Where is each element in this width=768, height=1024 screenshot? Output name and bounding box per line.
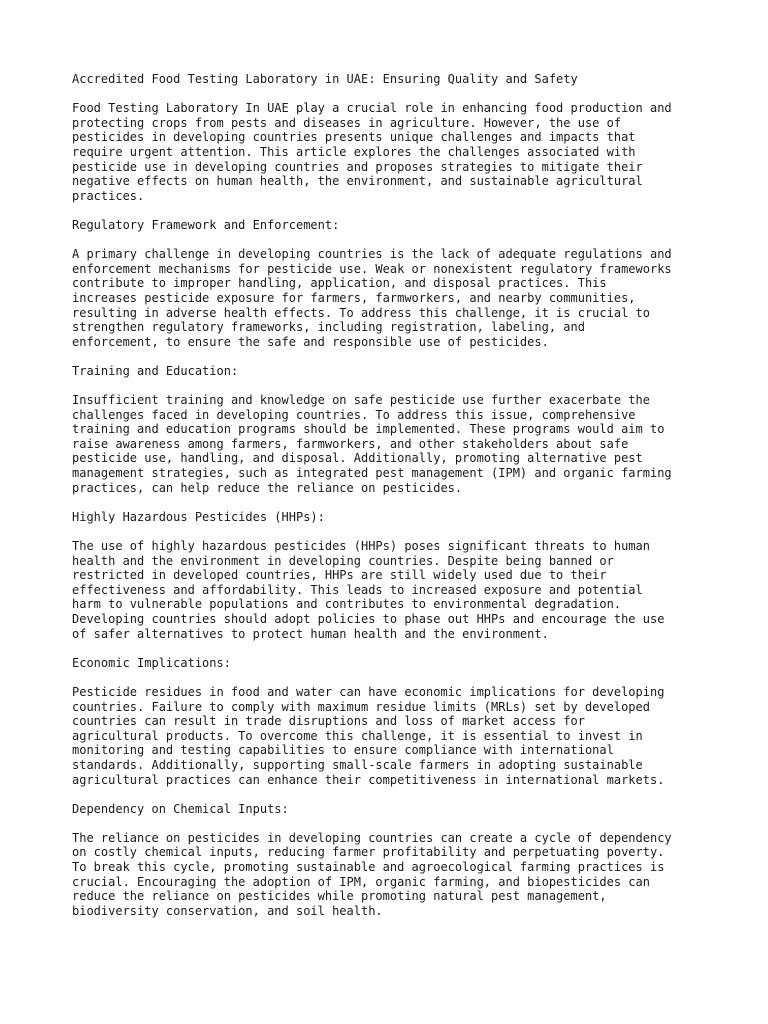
section-body-economic: Pesticide residues in food and water can have economic implications for developing countries. Failure to comply with maximum residue limits (MRLs) set by developed countries can result in trade disruptions and loss of market access for agricultural products. To overcome this challenge, it is essential to invest in monitoring and testing capabilities to ensure compliance with international standards. Additionally, supporting small-scale farmers in adopting sustainable agricultural practices can enhance their competitiveness in international markets. (72, 684, 665, 787)
section-body-hhps: The use of highly hazardous pesticides (HHPs) poses significant threats to human health and the environment in developing countries. Despite being banned or restricted in developed countries, HHPs are still widely used due to their effectiveness and affordability. This leads to increased exposure and potential harm to vulnerable populations and contributes to environmental degradation. Developing countries should adopt policies to phase out HHPs and encourage the use of safer alternatives to protect human health and the environment. (72, 539, 665, 641)
section-body-regulatory: A primary challenge in developing countries is the lack of adequate regulations and enforcement mechanisms for pesticide use. Weak or nonexistent regulatory frameworks contribute to improper handling, application, and disposal practices. This increases pesticide exposure for farmers, farmworkers, and nearby communities, resulting in adverse health effects. To address this challenge, it is crucial to strengthen regulatory frameworks, including registration, labeling, and enforcement, to ensure the safe and responsible use of pesticides. (72, 247, 672, 349)
document-title: Accredited Food Testing Laboratory in UAE: Ensuring Quality and Safety (72, 72, 578, 86)
section-heading-economic: Economic Implications: (72, 655, 231, 670)
document-page (72, 72, 712, 933)
section-heading-hhps: Highly Hazardous Pesticides (HHPs): (72, 509, 325, 524)
intro-paragraph: Food Testing Laboratory In UAE play a crucial role in enhancing food production and protecting crops from pests and diseases in agriculture. However, the use of pesticides in developing countries presents unique challenges and impacts that require urgent attention. This article explores the challenges associated with pesticide use in developing countries and proposes strategies to mitigate their negative effects on human health, the environment, and sustainable agricultural practices. (72, 101, 672, 203)
section-heading-training: Training and Education: (72, 363, 239, 378)
section-body-dependency: The reliance on pesticides in developing countries can create a cycle of dependency on costly chemical inputs, reducing farmer profitability and perpetuating poverty. To break this cycle, promoting sustainable and agroecological farming practices is crucial. Encouraging the adoption of IPM, organic farming, and biopesticides can reduce the reliance on pesticides while promoting natural pest management, biodiversity conservation, and soil health. (72, 830, 672, 918)
section-body-training: Insufficient training and knowledge on safe pesticide use further exacerbate the challenges faced in developing countries. To address this issue, comprehensive training and education programs should be implemented. These programs would aim to raise awareness among farmers, farmworkers, and other stakeholders about safe pesticide use, handling, and disposal. Additionally, promoting alternative pest management strategies, such as integrated pest management (IPM) and organic farming practices, can help reduce the reliance on pesticides. (72, 393, 672, 495)
section-heading-regulatory: Regulatory Framework and Enforcement: (72, 217, 340, 232)
section-heading-dependency: Dependency on Chemical Inputs: (72, 801, 289, 816)
